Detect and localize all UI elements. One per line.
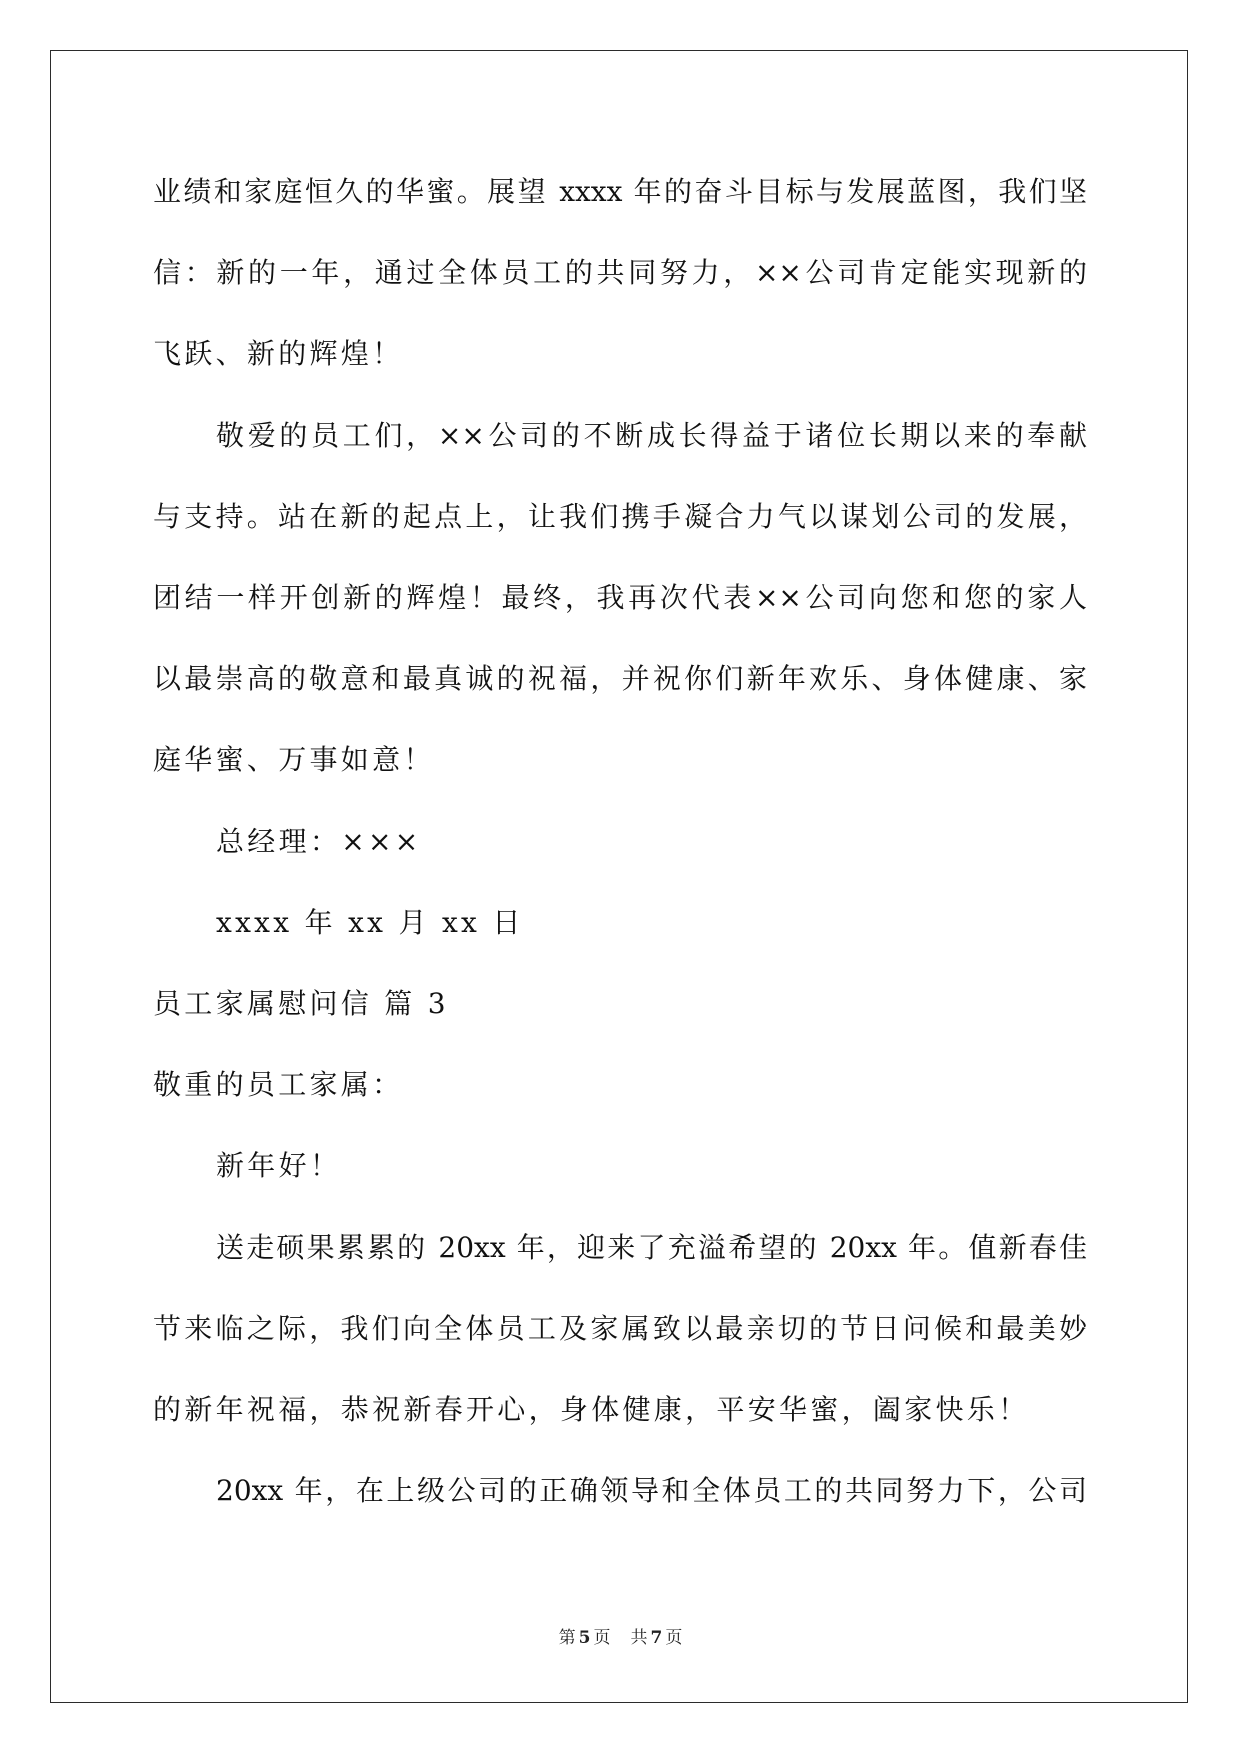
body-text-line: 敬爱的员工们，××公司的不断成长得益于诸位长期以来的奉献: [216, 419, 1087, 452]
page-border: [50, 50, 1188, 1703]
body-text-line: 飞跃、新的辉煌！: [153, 337, 404, 370]
total-page-count: 7: [650, 1628, 663, 1648]
current-page-number: 5: [578, 1628, 591, 1648]
total-label-prefix: 共: [630, 1628, 648, 1648]
body-text-line: 以最崇高的敬意和最真诚的祝福，并祝你们新年欢乐、身体健康、家: [153, 662, 1087, 695]
body-text-line: 庭华蜜、万事如意！: [153, 743, 435, 776]
page-label-prefix: 第: [558, 1628, 576, 1648]
body-text-line: 业绩和家庭恒久的华蜜。展望 xxxx 年的奋斗目标与发展蓝图，我们坚: [153, 175, 1087, 208]
body-text-line: 与支持。站在新的起点上，让我们携手凝合力气以谋划公司的发展，: [153, 500, 1087, 533]
date-line: xxxx 年 xx 月 xx 日: [216, 906, 524, 939]
body-text-line: 的新年祝福，恭祝新春开心，身体健康，平安华蜜，阖家快乐！: [153, 1393, 1030, 1426]
signature-line: 总经理：×××: [216, 825, 422, 858]
page-footer: [0, 1624, 1241, 1652]
greeting: 新年好！: [216, 1149, 342, 1182]
body-text-line: 信：新的一年，通过全体员工的共同努力，××公司肯定能实现新的: [153, 256, 1087, 289]
body-text-line: 团结一样开创新的辉煌！最终，我再次代表××公司向您和您的家人: [153, 581, 1087, 614]
section-heading: 员工家属慰问信 篇 3: [153, 987, 449, 1020]
body-text-line: 20xx 年，在上级公司的正确领导和全体员工的共同努力下，公司: [216, 1474, 1087, 1507]
body-text-line: 节来临之际，我们向全体员工及家属致以最亲切的节日问候和最美妙: [153, 1312, 1087, 1345]
total-label-suffix: 页: [665, 1628, 683, 1648]
page-label-suffix: 页: [593, 1628, 611, 1648]
body-text-line: 送走硕果累累的 20xx 年，迎来了充溢希望的 20xx 年。值新春佳: [216, 1231, 1087, 1264]
salutation: 敬重的员工家属：: [153, 1068, 404, 1101]
